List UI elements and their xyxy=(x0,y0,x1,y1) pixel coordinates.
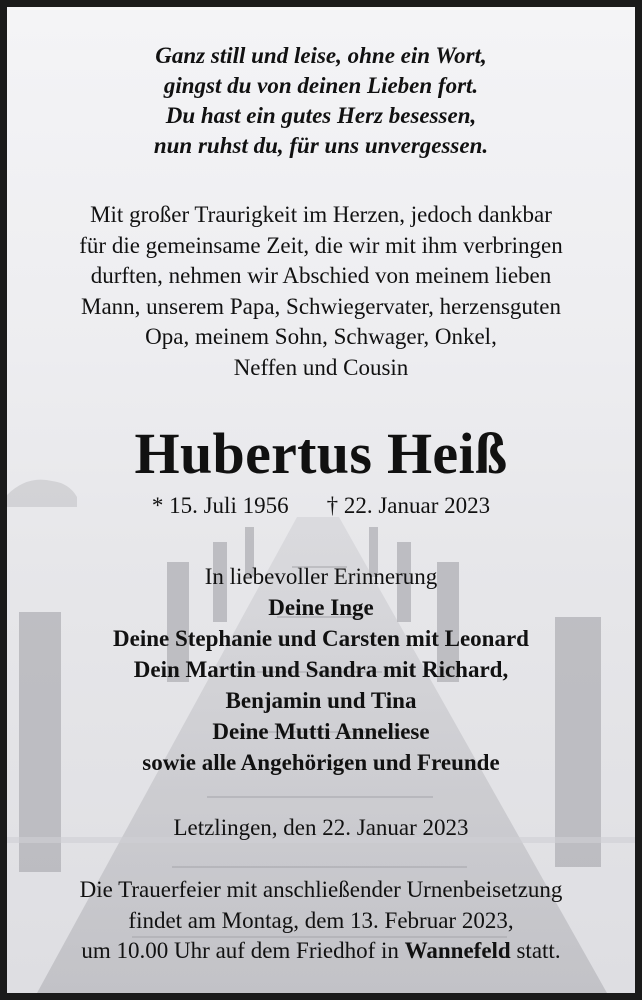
funeral-time-text: um 10.00 Uhr auf dem Friedhof in xyxy=(81,938,405,963)
funeral-line xyxy=(7,936,635,967)
death-date: † 22. Januar 2023 xyxy=(326,493,491,518)
funeral-info xyxy=(7,875,635,967)
poem xyxy=(7,41,635,161)
funeral-suffix: statt. xyxy=(510,938,561,963)
poem-line: gingst du von deinen Lieben fort. xyxy=(163,73,479,98)
birth-date: * 15. Juli 1956 xyxy=(151,493,289,518)
funeral-location: Wannefeld xyxy=(404,938,511,963)
mourner-line: Deine Stephanie und Carsten mit Leonard xyxy=(113,626,529,651)
poem-line: Ganz still und leise, ohne ein Wort, xyxy=(155,43,487,68)
memory-phrase: In liebevoller Erinnerung xyxy=(204,564,438,589)
place-and-date: Letzlingen, den 22. Januar 2023 xyxy=(173,815,469,840)
funeral-line: findet am Montag, dem 13. Februar 2023, xyxy=(128,907,514,933)
mourner-line: Dein Martin und Sandra mit Richard, xyxy=(133,657,509,682)
intro-line: Mann, unserem Papa, Schwiegervater, herzensguten xyxy=(81,293,561,319)
mourner-line: Deine Mutti Anneliese xyxy=(212,719,430,744)
life-dates xyxy=(7,491,635,521)
deceased-name: Hubertus Heiß xyxy=(134,421,508,486)
mourner-line: sowie alle Angehörigen und Freunde xyxy=(142,750,500,775)
mourners xyxy=(7,561,635,778)
mourner-line: Benjamin und Tina xyxy=(225,688,417,713)
intro-line: Opa, meinem Sohn, Schwager, Onkel, xyxy=(145,324,497,349)
poem-line: Du hast ein gutes Herz besessen, xyxy=(165,103,477,128)
mourner-line: Deine Inge xyxy=(268,595,374,620)
funeral-line: Die Trauerfeier mit anschließender Urnenbeisetzung xyxy=(79,877,563,902)
intro-line: durften, nehmen wir Abschied von meinem lieben xyxy=(90,263,552,288)
intro-line: Neffen und Cousin xyxy=(233,354,409,380)
intro-text xyxy=(7,200,635,383)
poem-line: nun ruhst du, für uns unvergessen. xyxy=(153,133,489,158)
intro-line: für die gemeinsame Zeit, die wir mit ihm verbringen xyxy=(79,232,563,258)
intro-line: Mit großer Traurigkeit im Herzen, jedoch dankbar xyxy=(90,202,552,227)
